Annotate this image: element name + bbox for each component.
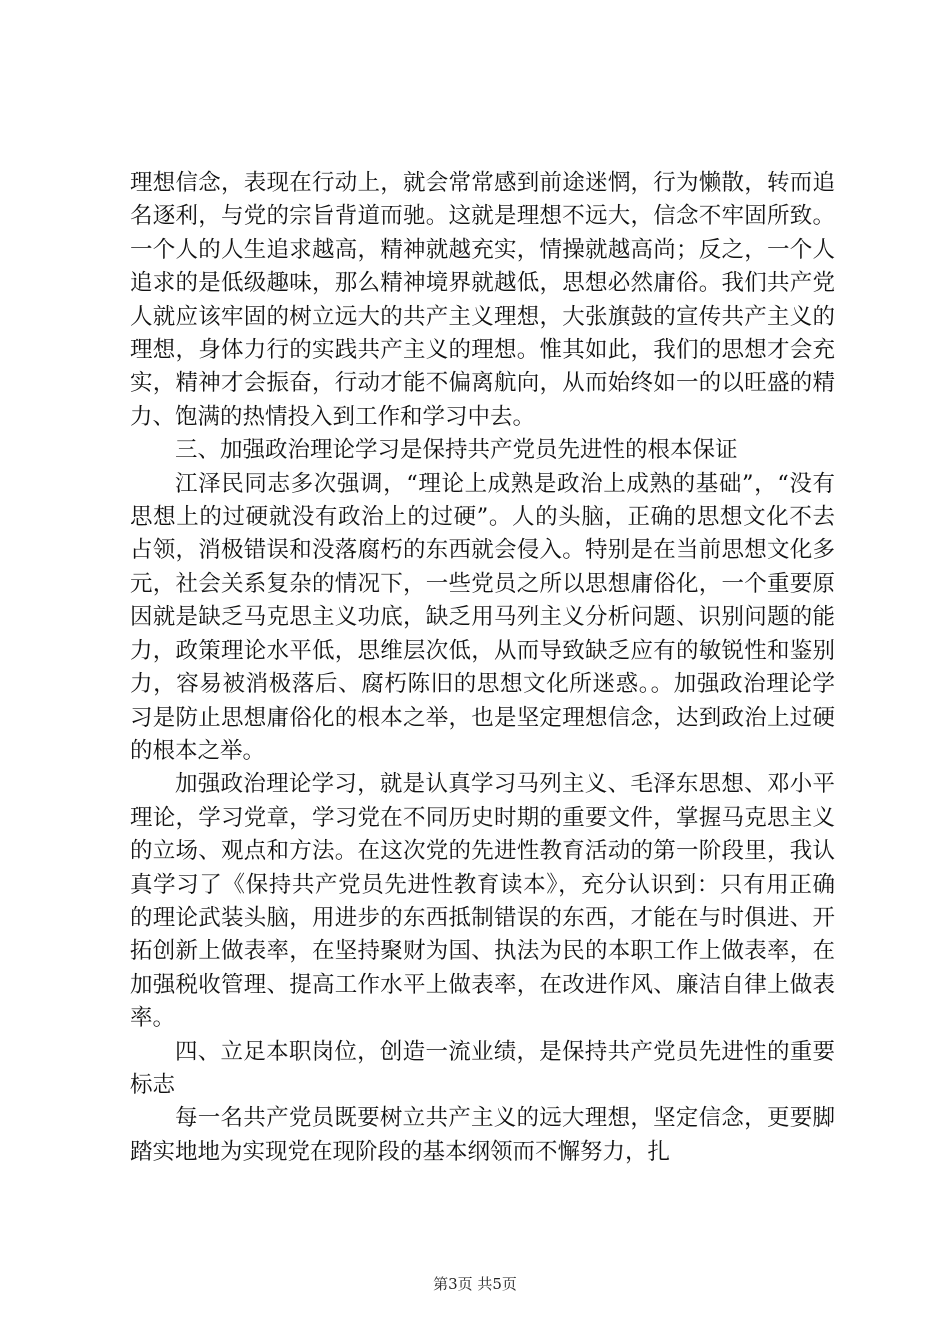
section-heading-4: 四、立足本职岗位，创造一流业绩，是保持共产党员先进性的重要标志 [130, 1038, 835, 1098]
page-number-label: 第3页 共5页 [433, 1275, 517, 1293]
document-body [130, 167, 835, 1169]
paragraph-3: 加强政治理论学习，就是认真学习马列主义、毛泽东思想、邓小平理论，学习党章，学习党在不同历史时期的重要文件，掌握马克思主义的立场、观点和方法。在这次党的先进性教育活动的第一阶段里，我认真学习了《保持共产党员先进性教育读本》，充分认识到：只有用正确的理论武装头脑，用进步的东西抵制错误的东西，才能在与时俱进、开拓创新上做表率，在坚持聚财为国、执法为民的本职工作上做表率，在加强税收管理、提高工作水平上做表率，在改进作风、廉洁自律上做表率。 [130, 771, 835, 1032]
paragraph-1: 理想信念，表现在行动上，就会常常感到前途迷惘，行为懒散，转而追名逐利，与党的宗旨背道而驰。这就是理想不远大，信念不牢固所致。一个人的人生追求越高，精神就越充实，情操就越高尚；反之，一个人追求的是低级趣味，那么精神境界就越低，思想必然庸俗。我们共产党人就应该牢固的树立远大的共产主义理想，大张旗鼓的宣传共产主义的理想，身体力行的实践共产主义的理想。惟其如此，我们的思想才会充实，精神才会振奋，行动才能不偏离航向，从而始终如一的以旺盛的精力、饱满的热情投入到工作和学习中去。 [130, 170, 835, 430]
page-footer [0, 1274, 950, 1294]
paragraph-4: 每一名共产党员既要树立共产主义的远大理想，坚定信念，更要脚踏实地地为实现党在现阶段的基本纲领而不懈努力，扎 [130, 1105, 835, 1165]
paragraph-2: 江泽民同志多次强调，“理论上成熟是政治上成熟的基础”，“没有思想上的过硬就没有政治上的过硬”。人的头脑，正确的思想文化不去占领，消极错误和没落腐朽的东西就会侵入。特别是在当前思想文化多元，社会关系复杂的情况下，一些党员之所以思想庸俗化，一个重要原因就是缺乏马克思主义功底，缺乏用马列主义分析问题、识别问题的能力，政策理论水平低，思维层次低，从而导致缺乏应有的敏锐性和鉴别力，容易被消极落后、腐朽陈旧的思想文化所迷惑。。加强政治理论学习是防止思想庸俗化的根本之举，也是坚定理想信念，达到政治上过硬的根本之举。 [130, 470, 835, 764]
section-heading-3: 三、加强政治理论学习是保持共产党员先进性的根本保证 [175, 437, 738, 464]
